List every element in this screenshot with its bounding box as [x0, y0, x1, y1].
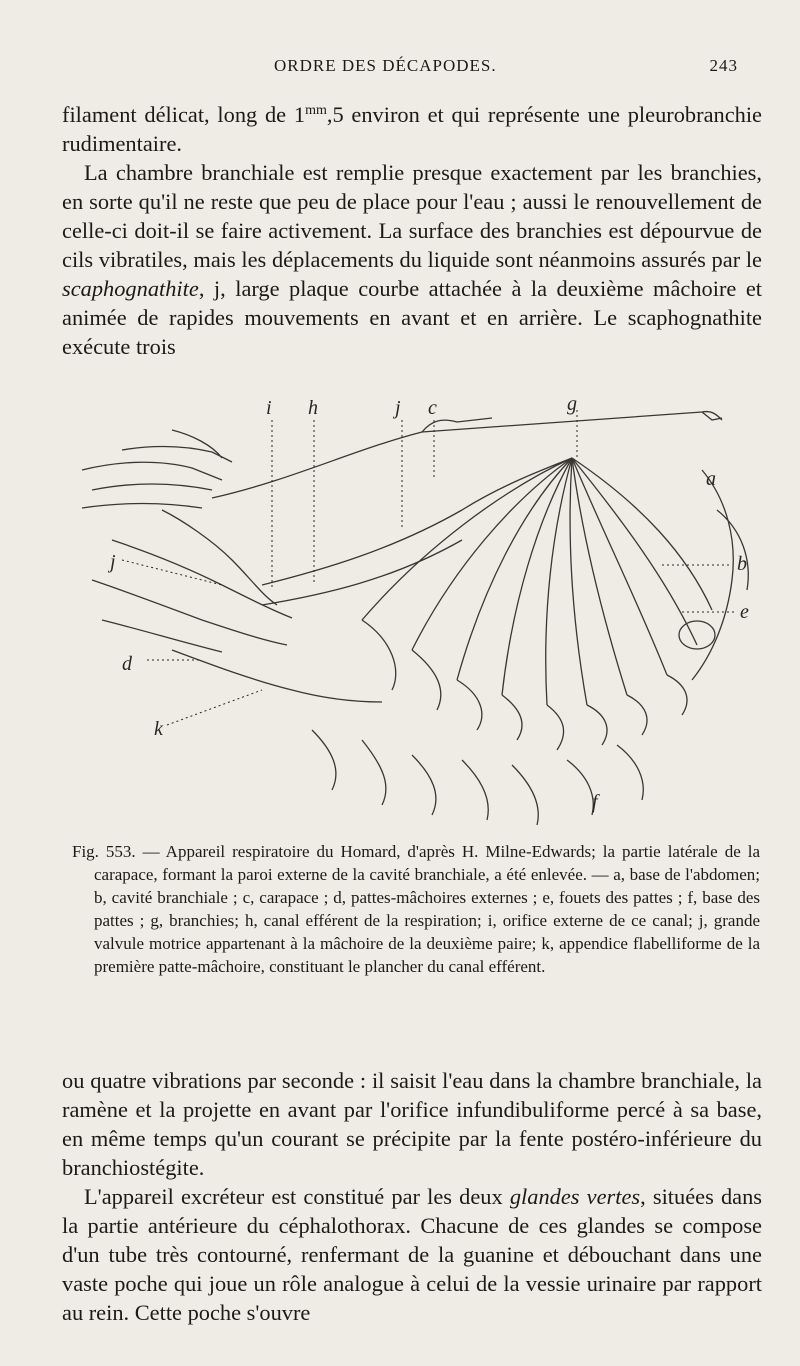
label-d: d	[122, 653, 132, 675]
text-run: ou quatre vibrations par seconde : il saisit l'eau dans la chambre branchiale, la ramène et la projette en avant par l'orifice infundibuliforme percé à sa base, en même temps qu'un courant se précipite par la fente postéro-inférieure du branchiostégite.	[62, 1068, 762, 1180]
label-b: b	[737, 553, 747, 575]
italic-term: scaphognathite	[62, 276, 199, 301]
page-header	[62, 56, 760, 84]
paragraph	[62, 96, 762, 158]
paragraph	[62, 158, 762, 361]
label-k: k	[154, 718, 163, 740]
running-title: ORDRE DES DÉCAPODES.	[274, 56, 497, 75]
text-run: La chambre branchiale est remplie presque exactement par les branchies, en sorte qu'il ne reste que peu de place pour l'eau ; aussi le renouvellement de celle-ci doit-il se faire activement. La surface des branchies est dépourvue de cils vibratiles, mais les déplacements du liquide sont néanmoins assurés par le	[62, 160, 762, 272]
paragraph	[62, 1182, 762, 1327]
text-run: filament délicat, long de 1	[62, 102, 306, 127]
label-a: a	[706, 468, 716, 490]
label-f: f	[592, 791, 598, 813]
text-run: , j, large plaque courbe attachée à la deuxième mâchoire et animée de rapides mouvements en avant et en arrière. Le scaphognathite exécute trois	[62, 276, 762, 359]
label-e: e	[740, 601, 749, 623]
paragraph	[62, 1066, 762, 1182]
caption-text: — Appareil respiratoire du Homard, d'après H. Milne-Edwards; la partie latérale de la carapace, formant la paroi externe de la cavité branchiale, a été enlevée. — a, base de l'abdomen; b, cavité branchiale ; c, carapace ; d, pattes-mâchoires externes ; e, fouets des pattes ; f, base des pattes ; g, branchies; h, canal efférent de la respiration; i, orifice externe de ce canal; j, grande valvule motrice appartenant à la mâchoire de la deuxième paire; k, appendice flabelliforme de la première patte-mâchoire, constituant le plancher du canal efférent.	[94, 842, 760, 976]
superscript-unit: mm	[305, 103, 327, 118]
label-j-left: j	[110, 551, 116, 573]
lobster-engraving	[62, 390, 762, 835]
label-c: c	[428, 397, 437, 419]
page-number: 243	[709, 56, 738, 75]
figure-caption	[72, 840, 760, 978]
illustration-lines	[82, 412, 748, 825]
label-h: h	[308, 397, 318, 419]
caption-paragraph	[72, 840, 760, 978]
leader-lines	[122, 410, 737, 725]
text-run: ,5 environ et qui représente une pleurobranchie rudimentaire.	[62, 102, 762, 156]
label-j-top: j	[395, 397, 401, 419]
label-i: i	[266, 397, 272, 419]
figure-lobster-respiratory-apparatus	[62, 390, 762, 835]
text-block-top	[62, 96, 762, 361]
text-run: L'appareil excréteur est constitué par les deux	[84, 1184, 510, 1209]
text-block-bottom	[62, 1066, 762, 1327]
text-run: , situées dans la partie antérieure du céphalothorax. Chacune de ces glandes se compose d'un tube très contourné, renfermant de la guanine et débouchant dans une vaste poche qui joue un rôle analogue à celui de la vessie urinaire par rapport au rein. Cette poche s'ouvre	[62, 1184, 762, 1325]
label-g: g	[567, 393, 577, 415]
figure-number: Fig. 553.	[72, 842, 136, 861]
italic-term: glandes vertes	[509, 1184, 641, 1209]
